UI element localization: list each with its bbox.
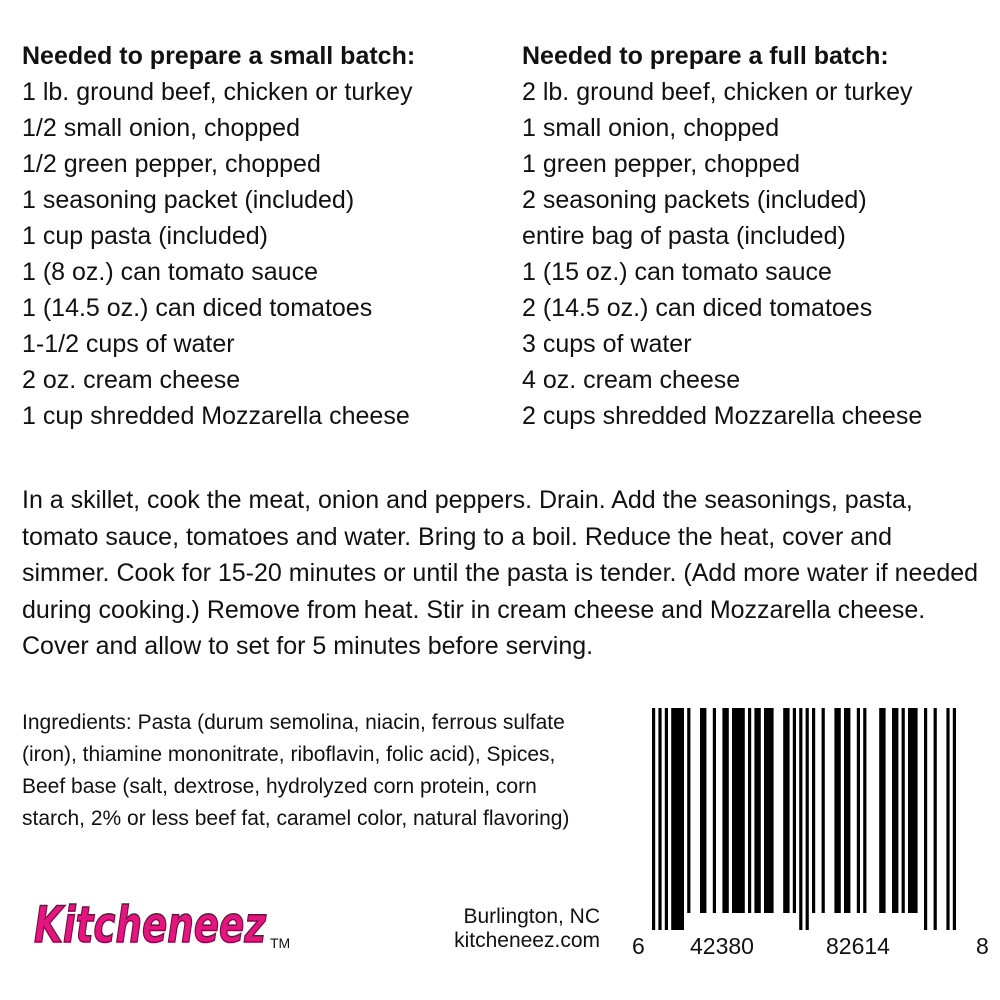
list-item: 1 (15 oz.) can tomato sauce — [522, 258, 832, 286]
barcode-bar — [812, 708, 815, 913]
list-item: 2 oz. cream cheese — [22, 366, 241, 394]
list-item: 2 cups shredded Mozzarella cheese — [522, 402, 923, 430]
barcode-bar — [844, 708, 850, 913]
address-city: Burlington, NC — [463, 905, 600, 928]
barcode-bar — [658, 708, 661, 930]
list-item: 3 cups of water — [522, 330, 692, 358]
list-item: 1-1/2 cups of water — [22, 330, 235, 358]
barcode-bar — [799, 708, 802, 930]
barcode-bar — [764, 708, 774, 913]
barcode-bar — [822, 708, 825, 913]
list-item: 2 seasoning packets (included) — [522, 186, 867, 214]
barcode-left-digits: 42380 — [690, 933, 754, 959]
full-batch-heading: Needed to prepare a full batch: — [522, 42, 889, 70]
directions-paragraph: In a skillet, cook the meat, onion and peppers. Drain. Add the seasonings, pasta, tomato sauce, tomatoes and water. Bring to a boil. Reduce the heat, cover and simmer. Cook for 15-20 minutes or until the pasta is tender. (Add more water if needed during cooking.) Remove from heat. Stir in cream cheese and Mozzarella cheese. Cover and allow to set for 5 minutes before serving. — [22, 486, 979, 660]
barcode-bar — [908, 708, 918, 913]
brand-logo — [30, 890, 310, 960]
barcode-bar — [863, 708, 866, 913]
barcode — [630, 708, 990, 968]
list-item: 1/2 green pepper, chopped — [22, 150, 321, 178]
ingredients-paragraph: Ingredients: Pasta (durum semolina, niacin, ferrous sulfate (iron), thiamine mononitrate, riboflavin, folic acid), Spices, Beef base (salt, dextrose, hydrolyzed corn protein, corn starch, 2% or less beef fat, caramel color, natural flavoring) — [22, 711, 570, 830]
barcode-bar — [806, 708, 809, 930]
barcode-bar — [652, 708, 655, 930]
kitcheneez-logo — [30, 890, 310, 960]
barcode-bar — [722, 708, 728, 913]
barcode-bar — [924, 708, 927, 930]
barcode-bar — [713, 708, 716, 913]
barcode-bar — [793, 708, 796, 913]
list-item: entire bag of pasta (included) — [522, 222, 846, 250]
barcode-bar — [902, 708, 905, 913]
barcode-bar — [953, 708, 956, 930]
barcode-bar — [892, 708, 898, 913]
company-address — [400, 905, 600, 953]
barcode-bars — [630, 708, 990, 930]
full-batch-column — [522, 38, 992, 434]
barcode-bar — [934, 708, 937, 930]
trademark-symbol: TM — [270, 935, 291, 951]
barcode-bar — [946, 708, 949, 930]
list-item: 1 (8 oz.) can tomato sauce — [22, 258, 318, 286]
list-item: 1 small onion, chopped — [522, 114, 780, 142]
barcode-bar — [732, 708, 745, 913]
full-batch-list — [522, 74, 992, 434]
barcode-bar — [754, 708, 760, 913]
barcode-bar — [687, 708, 690, 913]
list-item: 1/2 small onion, chopped — [22, 114, 300, 142]
address-website: kitcheneez.com — [454, 929, 600, 952]
list-item: 4 oz. cream cheese — [522, 366, 741, 394]
barcode-check-digit: 8 — [976, 933, 989, 959]
small-batch-column — [22, 38, 492, 434]
barcode-bar — [783, 708, 789, 913]
barcode-bar — [671, 708, 684, 930]
barcode-right-digits: 82614 — [826, 933, 890, 959]
list-item: 1 (14.5 oz.) can diced tomatoes — [22, 294, 373, 322]
barcode-bar — [834, 708, 840, 913]
list-item: 1 cup shredded Mozzarella cheese — [22, 402, 410, 430]
list-item: 2 (14.5 oz.) can diced tomatoes — [522, 294, 873, 322]
list-item: 1 seasoning packet (included) — [22, 186, 355, 214]
barcode-bar — [665, 708, 668, 930]
logo-wordmark: Kitcheneez — [34, 896, 267, 954]
small-batch-heading: Needed to prepare a small batch: — [22, 42, 416, 70]
list-item: 1 cup pasta (included) — [22, 222, 268, 250]
list-item: 1 green pepper, chopped — [522, 150, 801, 178]
small-batch-list — [22, 74, 492, 434]
barcode-number-system: 6 — [632, 933, 645, 959]
barcode-bar — [857, 708, 860, 913]
list-item: 1 lb. ground beef, chicken or turkey — [22, 78, 413, 106]
barcode-bar — [879, 708, 885, 913]
list-item: 2 lb. ground beef, chicken or turkey — [522, 78, 913, 106]
barcode-bar — [700, 708, 706, 913]
barcode-bar — [748, 708, 751, 913]
